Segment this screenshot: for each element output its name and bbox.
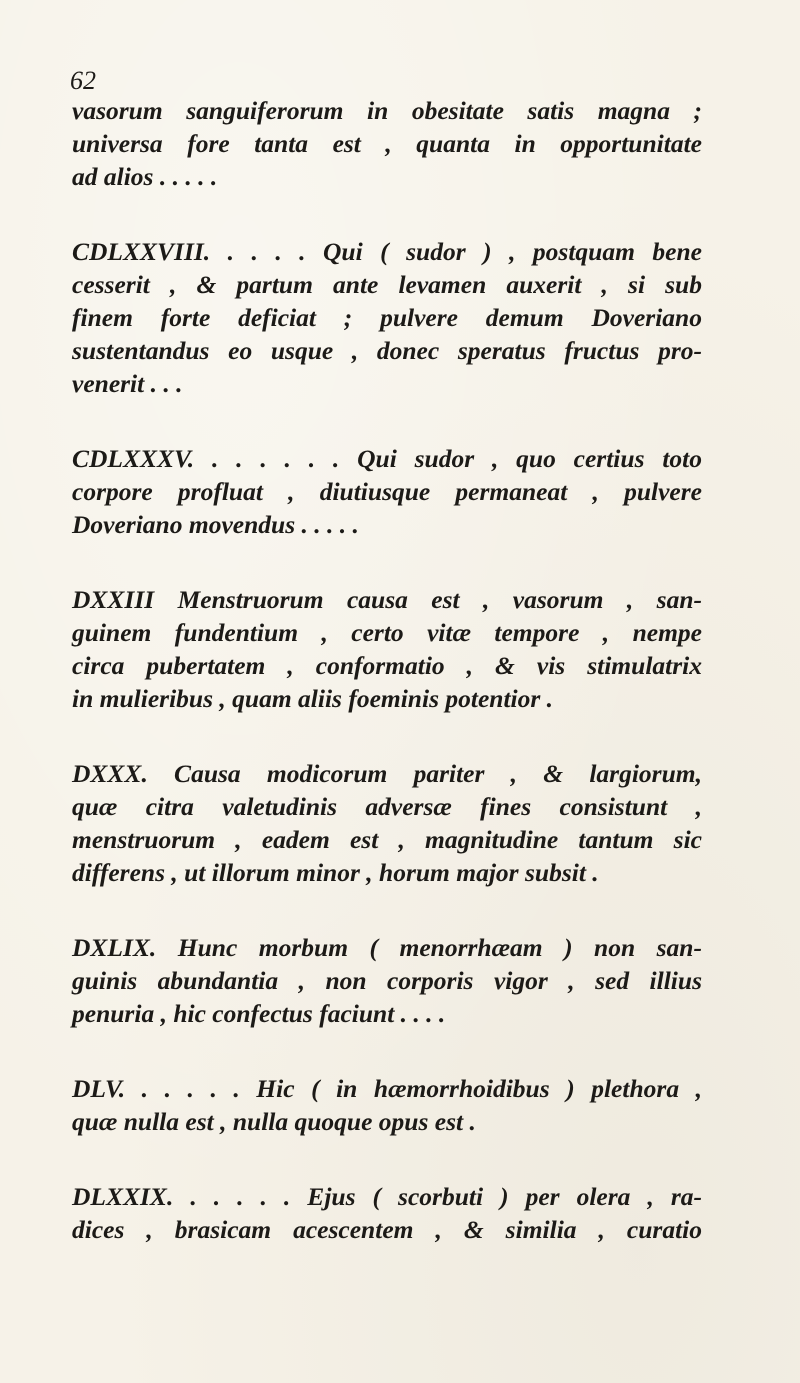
text-line: dices , brasicam acescentem , & similia , curatio (72, 1215, 702, 1244)
paragraph (72, 757, 702, 889)
text-line: CDLXXVIII. . . . . Qui ( sudor ) , postquam bene (72, 237, 702, 266)
text-line: DLXXIX. . . . . . Ejus ( scorbuti ) per olera , ra- (72, 1182, 702, 1211)
paragraph (72, 1180, 702, 1246)
text-line: finem forte deficiat ; pulvere demum Doveriano (72, 303, 702, 332)
text-line: universa fore tanta est , quanta in opportunitate (72, 129, 702, 158)
paragraph (72, 94, 702, 193)
text-line: cesserit , & partum ante levamen auxerit , si sub (72, 270, 702, 299)
text-line: DLV. . . . . . Hic ( in hæmorrhoidibus ) plethora , (72, 1074, 702, 1103)
text-line: venerit . . . (72, 369, 183, 398)
text-line: guinem fundentium , certo vitæ tempore , nempe (72, 618, 702, 647)
paragraph (72, 1072, 702, 1138)
paragraph (72, 931, 702, 1030)
text-line: sustentandus eo usque , donec speratus fructus pro- (72, 336, 702, 365)
text-line: DXXIII Menstruorum causa est , vasorum , san- (72, 585, 702, 614)
text-line: quæ nulla est , nulla quoque opus est . (72, 1107, 476, 1136)
text-line: differens , ut illorum minor , horum major subsit . (72, 858, 599, 887)
text-line: vasorum sanguiferorum in obesitate satis magna ; (72, 96, 702, 125)
text-line: in mulieribus , quam aliis foeminis potentior . (72, 684, 554, 713)
text-line: CDLXXXV. . . . . . . Qui sudor , quo certius toto (72, 444, 702, 473)
text-line: menstruorum , eadem est , magnitudine tantum sic (72, 825, 702, 854)
text-line: DXXX. Causa modicorum pariter , & largiorum, (72, 759, 702, 788)
text-line: corpore profluat , diutiusque permaneat , pulvere (72, 477, 702, 506)
text-line: Doveriano movendus . . . . . (72, 510, 359, 539)
paragraph (72, 235, 702, 400)
text-line: guinis abundantia , non corporis vigor , sed illius (72, 966, 702, 995)
page-number: 62 (70, 66, 96, 95)
text-line: penuria , hic confectus faciunt . . . . (72, 999, 446, 1028)
text-line: ad alios . . . . . (72, 162, 218, 191)
text-line: quæ citra valetudinis adversæ fines consistunt , (72, 792, 702, 821)
text-body (72, 94, 702, 1246)
paragraph (72, 442, 702, 541)
text-line: DXLIX. Hunc morbum ( menorrhæam ) non san- (72, 933, 702, 962)
text-line: circa pubertatem , conformatio , & vis stimulatrix (72, 651, 702, 680)
paragraph (72, 583, 702, 715)
